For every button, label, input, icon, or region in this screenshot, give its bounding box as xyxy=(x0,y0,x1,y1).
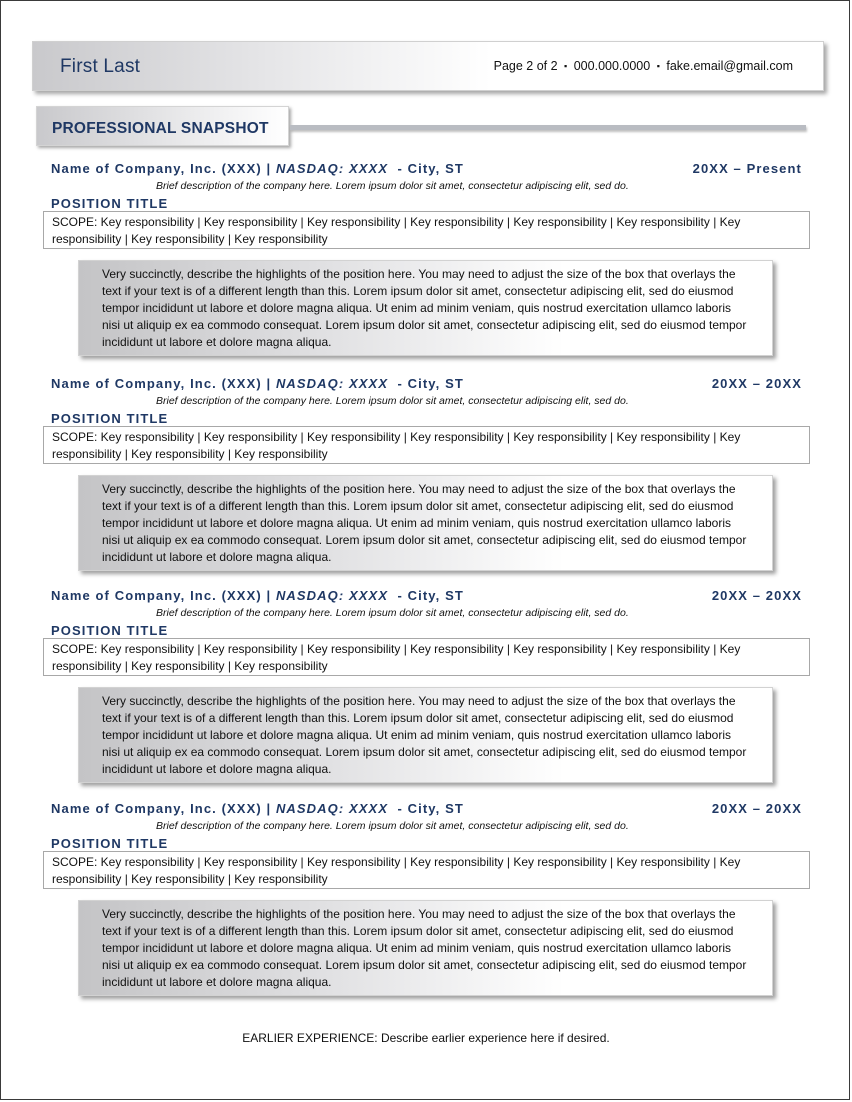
company-line xyxy=(51,161,464,176)
company-name: Name of Company, Inc. (XXX) | xyxy=(51,161,276,176)
scope-box: SCOPE: Key responsibility | Key responsibility | Key responsibility | Key responsibility | Key responsibility | Key responsibility | Key responsibility | Key responsibility | Key responsibility xyxy=(43,638,810,676)
separator-square: ▪ xyxy=(564,61,568,71)
company-location: - City, ST xyxy=(388,588,464,603)
highlight-box: Very succinctly, describe the highlights of the position here. You may need to adjust the size of the box that overlays the text if your text is of a different length than this. Lorem ipsum dolor sit amet, consectetur adipiscing elit, sed do eiusmod tempor incididunt ut labore et dolore magna aliqua. Ut enim ad minim veniam, quis nostrud exercitation ullamco laboris nisi ut aliquip ex ea commodo consequat. Lorem ipsum dolor sit amet, consectetur adipiscing elit, sed do eiusmod tempor incididunt ut labore et dolore magna aliqua. xyxy=(78,687,773,783)
job-entry xyxy=(1,588,851,818)
stock-ticker: NASDAQ: XXXX xyxy=(275,801,389,816)
company-name: Name of Company, Inc. (XXX) | xyxy=(51,376,276,391)
separator-square: ▪ xyxy=(656,61,660,71)
employment-dates: 20XX – 20XX xyxy=(711,376,802,391)
company-line xyxy=(51,588,464,603)
employment-dates: 20XX – 20XX xyxy=(711,801,802,816)
company-location: - City, ST xyxy=(388,376,464,391)
company-line xyxy=(51,801,464,816)
contact-info xyxy=(494,59,793,73)
company-description: Brief description of the company here. Lorem ipsum dolor sit amet, consectetur adipiscing elit, sed do. xyxy=(156,607,629,619)
company-location: - City, ST xyxy=(388,161,464,176)
scope-box: SCOPE: Key responsibility | Key responsibility | Key responsibility | Key responsibility | Key responsibility | Key responsibility | Key responsibility | Key responsibility | Key responsibility xyxy=(43,211,810,249)
company-location: - City, ST xyxy=(388,801,464,816)
company-name: Name of Company, Inc. (XXX) | xyxy=(51,588,276,603)
phone-number: 000.000.0000 xyxy=(573,59,651,73)
stock-ticker: NASDAQ: XXXX xyxy=(275,588,389,603)
scope-box: SCOPE: Key responsibility | Key responsibility | Key responsibility | Key responsibility | Key responsibility | Key responsibility | Key responsibility | Key responsibility | Key responsibility xyxy=(43,851,810,889)
position-title: POSITION TITLE xyxy=(51,196,169,211)
job-entry xyxy=(1,376,851,606)
section-heading-tab xyxy=(36,106,289,146)
position-title: POSITION TITLE xyxy=(51,411,169,426)
page-number: Page 2 of 2 xyxy=(493,59,558,73)
employment-dates: 20XX – Present xyxy=(692,161,802,176)
highlight-box: Very succinctly, describe the highlights of the position here. You may need to adjust the size of the box that overlays the text if your text is of a different length than this. Lorem ipsum dolor sit amet, consectetur adipiscing elit, sed do eiusmod tempor incididunt ut labore et dolore magna aliqua. Ut enim ad minim veniam, quis nostrud exercitation ullamco laboris nisi ut aliquip ex ea commodo consequat. Lorem ipsum dolor sit amet, consectetur adipiscing elit, sed do eiusmod tempor incididunt ut labore et dolore magna aliqua. xyxy=(78,475,773,571)
stock-ticker: NASDAQ: XXXX xyxy=(275,376,389,391)
company-description: Brief description of the company here. Lorem ipsum dolor sit amet, consectetur adipiscing elit, sed do. xyxy=(156,820,629,832)
stock-ticker: NASDAQ: XXXX xyxy=(275,161,389,176)
header-band xyxy=(32,41,824,91)
company-description: Brief description of the company here. Lorem ipsum dolor sit amet, consectetur adipiscing elit, sed do. xyxy=(156,180,629,192)
highlight-box: Very succinctly, describe the highlights of the position here. You may need to adjust the size of the box that overlays the text if your text is of a different length than this. Lorem ipsum dolor sit amet, consectetur adipiscing elit, sed do eiusmod tempor incididunt ut labore et dolore magna aliqua. Ut enim ad minim veniam, quis nostrud exercitation ullamco laboris nisi ut aliquip ex ea commodo consequat. Lorem ipsum dolor sit amet, consectetur adipiscing elit, sed do eiusmod tempor incididunt ut labore et dolore magna aliqua. xyxy=(78,900,773,996)
scope-box: SCOPE: Key responsibility | Key responsibility | Key responsibility | Key responsibility | Key responsibility | Key responsibility | Key responsibility | Key responsibility | Key responsibility xyxy=(43,426,810,464)
earlier-experience-note: EARLIER EXPERIENCE: Describe earlier experience here if desired. xyxy=(242,1031,610,1045)
candidate-name: First Last xyxy=(60,56,141,77)
job-entry xyxy=(1,161,851,391)
section-divider-rule xyxy=(290,125,806,130)
position-title: POSITION TITLE xyxy=(51,623,169,638)
employment-dates: 20XX – 20XX xyxy=(711,588,802,603)
company-description: Brief description of the company here. Lorem ipsum dolor sit amet, consectetur adipiscing elit, sed do. xyxy=(156,395,629,407)
company-line xyxy=(51,376,464,391)
highlight-box: Very succinctly, describe the highlights of the position here. You may need to adjust the size of the box that overlays the text if your text is of a different length than this. Lorem ipsum dolor sit amet, consectetur adipiscing elit, sed do eiusmod tempor incididunt ut labore et dolore magna aliqua. Ut enim ad minim veniam, quis nostrud exercitation ullamco laboris nisi ut aliquip ex ea commodo consequat. Lorem ipsum dolor sit amet, consectetur adipiscing elit, sed do eiusmod tempor incididunt ut labore et dolore magna aliqua. xyxy=(78,260,773,356)
email-address: fake.email@gmail.com xyxy=(666,59,793,73)
section-title: PROFESSIONAL SNAPSHOT xyxy=(52,120,269,137)
company-name: Name of Company, Inc. (XXX) | xyxy=(51,801,276,816)
position-title: POSITION TITLE xyxy=(51,836,169,851)
job-entry xyxy=(1,801,851,1031)
